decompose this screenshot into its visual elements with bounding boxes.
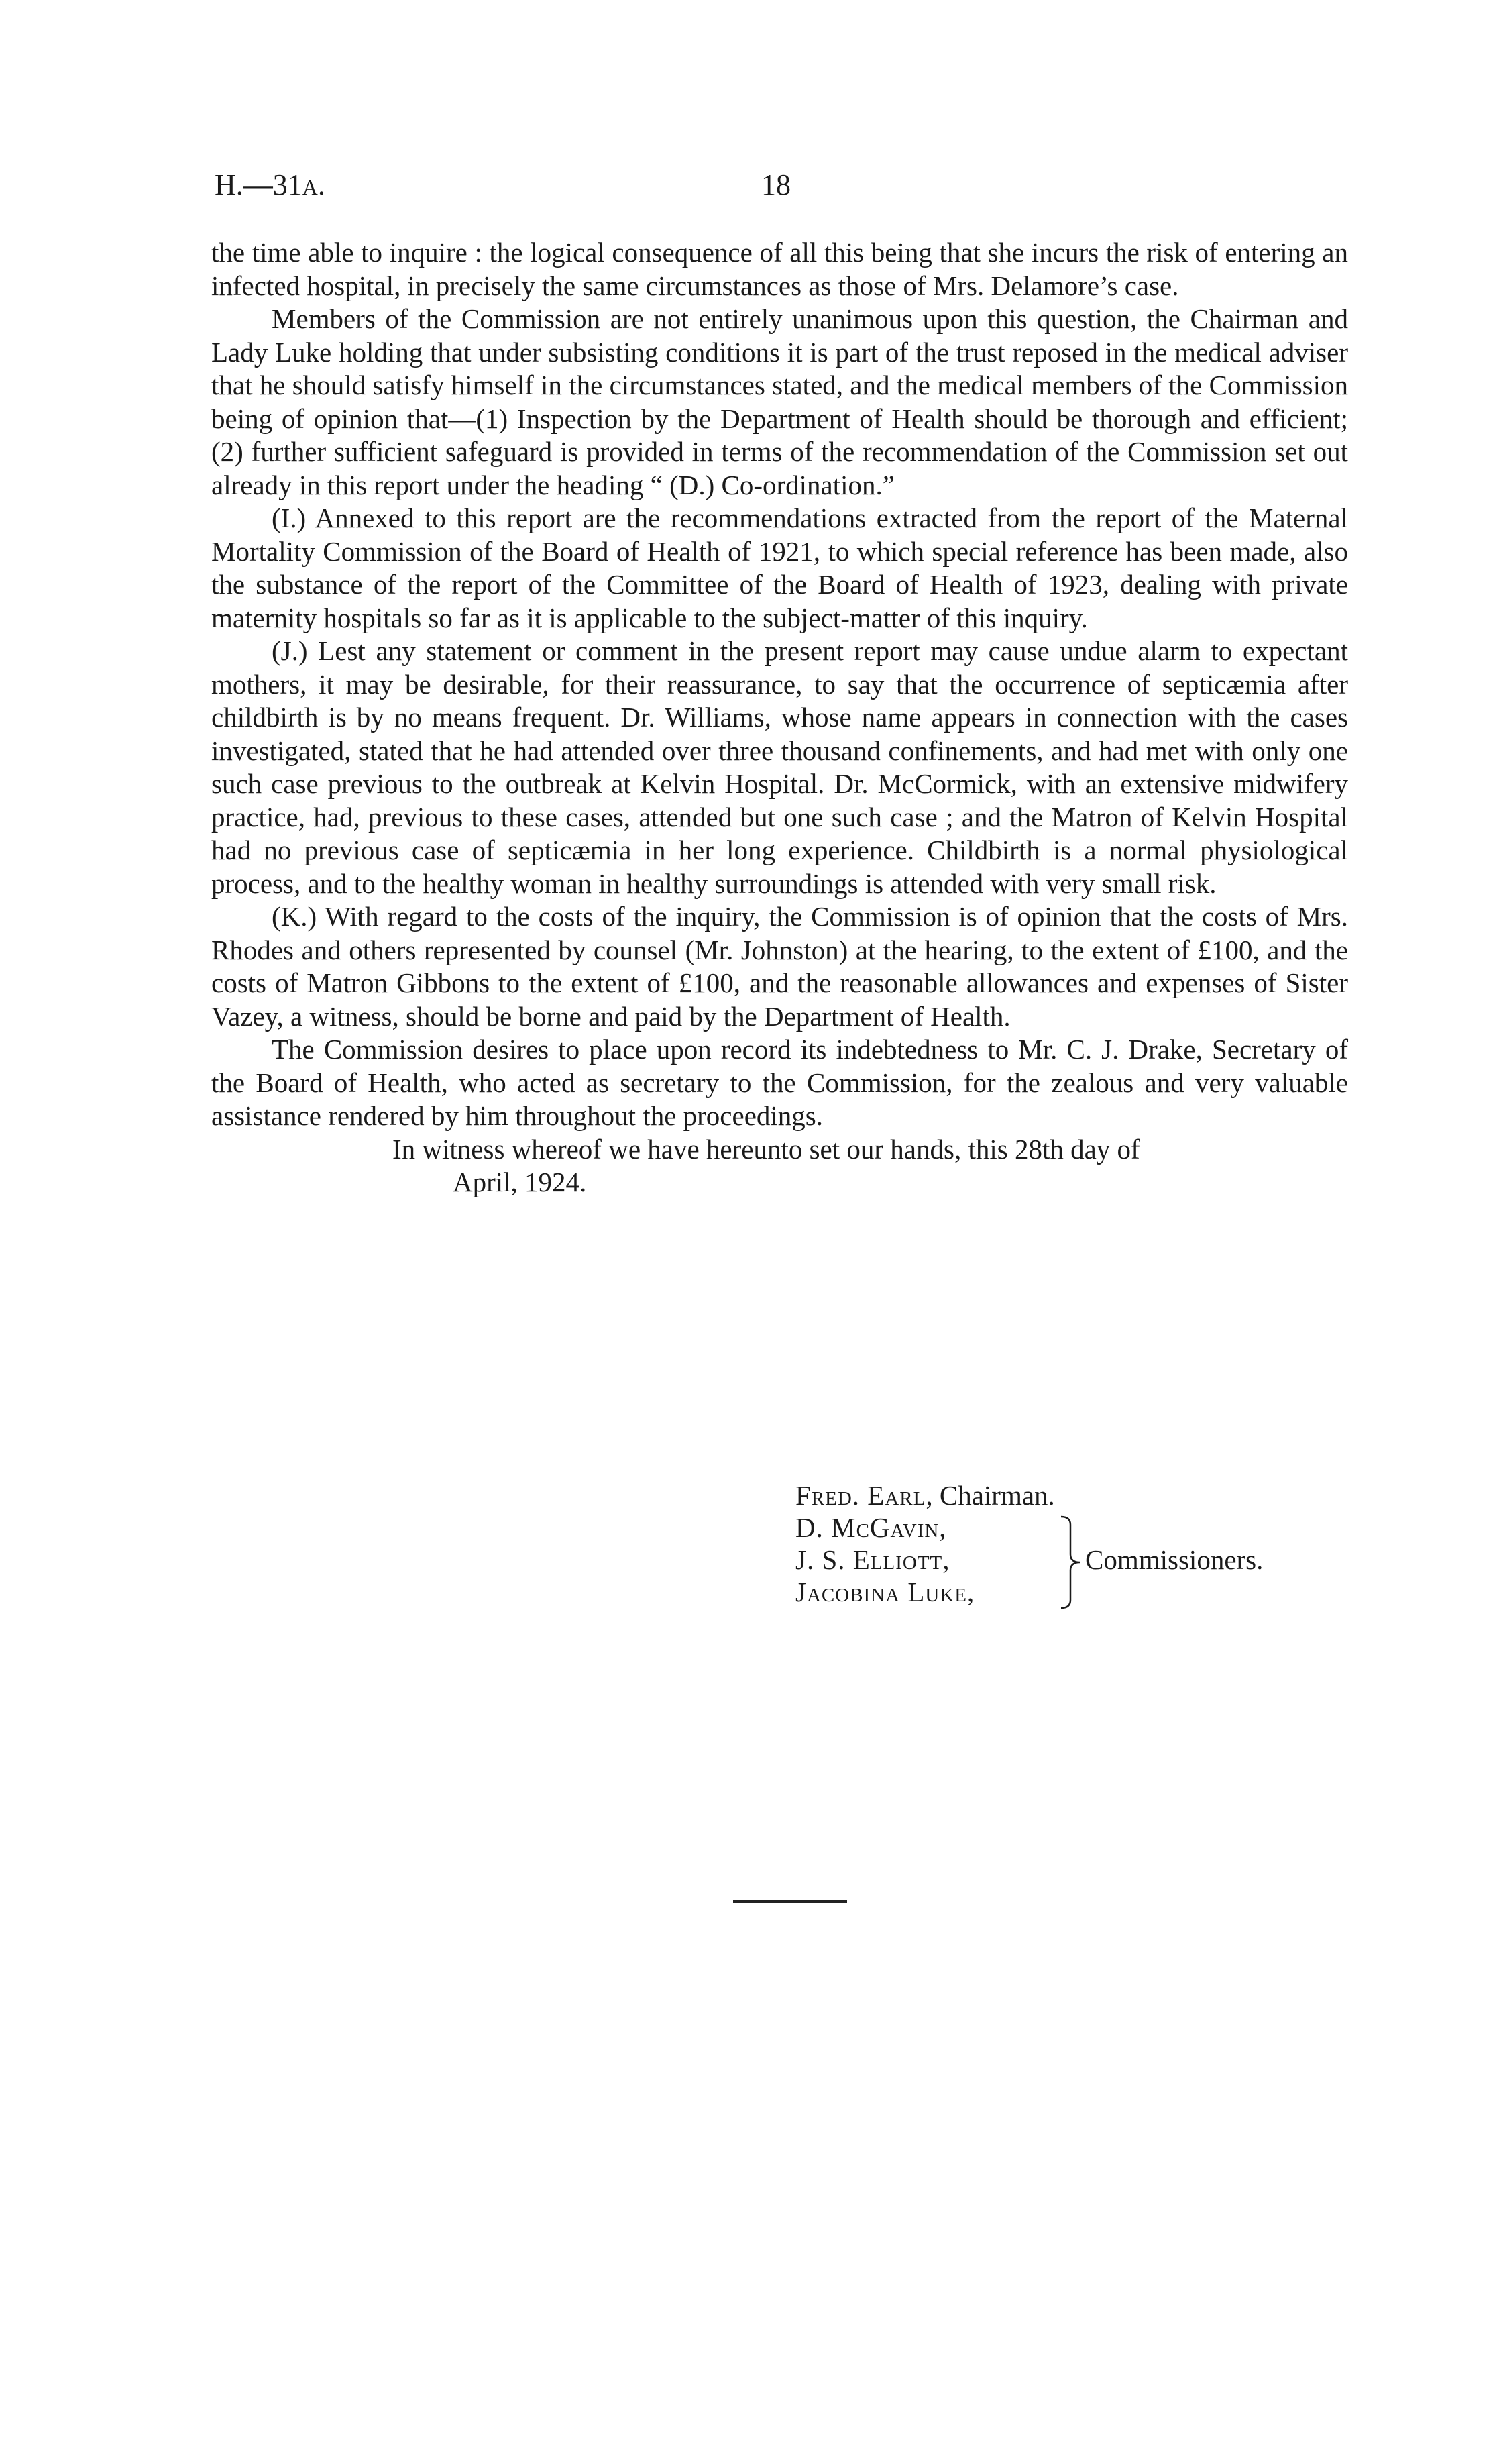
chairman-name: Fred. Earl bbox=[795, 1480, 926, 1511]
paragraph-section-j: (J.) Lest any statement or comment in the present report may cause undue alarm to expectant mothers, it may be desirable, for their reassurance, to say that the occurrence of septicæmia after childbirth is by no means frequent. Dr. Williams, whose name appears in connection with the cases investigated, stated that he had attended over three thousand confinements, and had met with only one such case previous to the outbreak at Kelvin Hospital. Dr. McCormick, with an extensive midwifery practice, had, previous to these cases, attended but one such case ; and the Matron of Kelvin Hospital had no previous case of septicæmia in her long experience. Childbirth is a normal physiological process, and to the healthy woman in healthy surroundings is attended with very small risk. bbox=[211, 635, 1348, 899]
page-header bbox=[215, 168, 1348, 208]
commissioner-signature bbox=[795, 1544, 1055, 1576]
commissioners-group bbox=[795, 1511, 1264, 1608]
document-id-main: H.—31 bbox=[215, 168, 302, 201]
witness-line: In witness whereof we have hereunto set our hands, this 28th day of bbox=[392, 1133, 1140, 1165]
commissioners-label: Commissioners. bbox=[1085, 1544, 1264, 1575]
paragraph-acknowledgement: The Commission desires to place upon record its indebtedness to Mr. C. J. Drake, Secretary of the Board of Health, who acted as secretary to the Commission, for the zealous and very valuable assistance rendered by him throughout the proceedings. bbox=[211, 1034, 1348, 1131]
witness-clause bbox=[211, 1133, 1348, 1199]
document-id-dot: . bbox=[317, 168, 325, 201]
witness-date: April, 1924. bbox=[453, 1167, 587, 1197]
paragraph-commission-opinion: Members of the Commission are not entirely unanimous upon this question, the Chairman and Lady Luke holding that under subsisting conditions it is part of the trust reposed in the medical adviser that he should satisfy himself in the circumstances stated, and the medical members of the Commission being of opinion that—(1) Inspection by the Department of Health should be thorough and efficient; (2) further sufficient safeguard is provided in terms of the recommendation of the Commission set out already in this report under the heading “ (D.) Co-ordination.” bbox=[211, 303, 1348, 500]
document-id bbox=[215, 168, 325, 202]
report-body bbox=[211, 236, 1348, 1199]
signature-block bbox=[795, 1479, 1264, 1608]
paragraph-section-k: (K.) With regard to the costs of the inquiry, the Commission is of opinion that the costs of Mrs. Rhodes and others represented by counsel (Mr. Johnston) at the hearing, to the extent of £100, and the costs of Matron Gibbons to the extent of £100, and the reasonable allowances and expenses of Sister Vazey, a witness, should be borne and paid by the Department of Health. bbox=[211, 901, 1348, 1032]
page-number: 18 bbox=[761, 168, 791, 201]
commissioner-signature bbox=[795, 1576, 1055, 1608]
commissioner-signature bbox=[795, 1511, 1055, 1544]
paragraph-continuation: the time able to inquire : the logical consequence of all this being that she incurs the risk of entering an infected hospital, in precisely the same circumstances as those of Mrs. Delamore’s case. bbox=[211, 237, 1348, 301]
commissioner-name: D. McGavin, bbox=[795, 1512, 947, 1543]
paragraph-section-i: (I.) Annexed to this report are the recommendations extracted from the report of the Maternal Mortality Commission of the Board of Health of 1921, to which special reference has been made, also the substance of the report of the Committee of the Board of Health of 1923, dealing with private maternity hospitals so far as it is applicable to the subject-matter of this inquiry. bbox=[211, 502, 1348, 633]
chairman-title: , Chairman. bbox=[926, 1480, 1055, 1511]
commissioner-name: Jacobina Luke, bbox=[795, 1576, 975, 1607]
closing-rule bbox=[733, 1900, 847, 1903]
commissioner-name: J. S. Elliott, bbox=[795, 1544, 950, 1575]
document-id-suffix: A bbox=[302, 175, 318, 199]
curly-brace-icon bbox=[1058, 1515, 1085, 1609]
chairman-signature bbox=[795, 1479, 1055, 1511]
